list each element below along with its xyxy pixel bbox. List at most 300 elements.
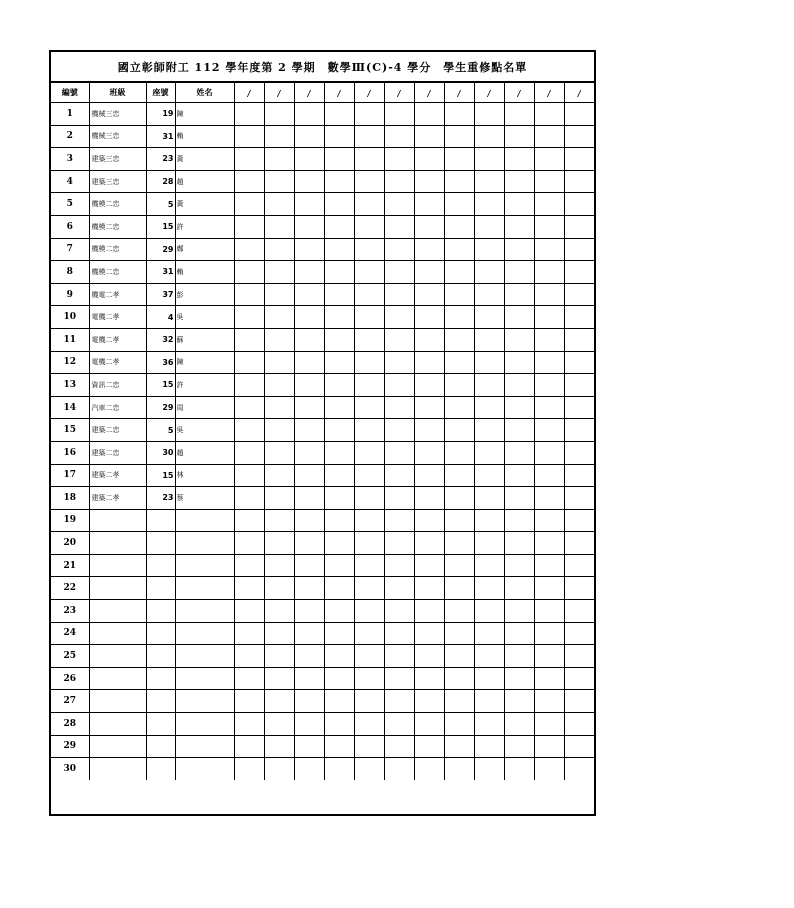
attendance-cell[interactable] (294, 148, 324, 171)
attendance-cell[interactable] (384, 170, 414, 193)
attendance-cell[interactable] (354, 464, 384, 487)
attendance-cell[interactable] (324, 532, 354, 555)
attendance-cell[interactable] (534, 148, 564, 171)
attendance-cell[interactable] (234, 487, 264, 510)
attendance-cell[interactable] (234, 193, 264, 216)
attendance-cell[interactable] (294, 306, 324, 329)
attendance-cell[interactable] (234, 713, 264, 736)
attendance-cell[interactable] (324, 487, 354, 510)
attendance-cell[interactable] (534, 600, 564, 623)
attendance-cell[interactable] (234, 419, 264, 442)
attendance-cell[interactable] (234, 374, 264, 397)
attendance-cell[interactable] (354, 690, 384, 713)
attendance-cell[interactable] (234, 396, 264, 419)
attendance-cell[interactable] (504, 193, 534, 216)
attendance-cell[interactable] (354, 532, 384, 555)
attendance-cell[interactable] (294, 667, 324, 690)
attendance-cell[interactable] (354, 374, 384, 397)
attendance-cell[interactable] (474, 554, 504, 577)
attendance-cell[interactable] (444, 735, 474, 758)
attendance-cell[interactable] (354, 600, 384, 623)
attendance-cell[interactable] (564, 667, 594, 690)
attendance-cell[interactable] (234, 170, 264, 193)
attendance-cell[interactable] (384, 487, 414, 510)
attendance-cell[interactable] (444, 577, 474, 600)
attendance-cell[interactable] (324, 577, 354, 600)
attendance-cell[interactable] (504, 645, 534, 668)
attendance-cell[interactable] (474, 713, 504, 736)
attendance-cell[interactable] (264, 238, 294, 261)
attendance-cell[interactable] (504, 283, 534, 306)
attendance-cell[interactable] (504, 328, 534, 351)
attendance-cell[interactable] (384, 600, 414, 623)
attendance-cell[interactable] (264, 667, 294, 690)
attendance-cell[interactable] (534, 193, 564, 216)
attendance-cell[interactable] (294, 487, 324, 510)
attendance-cell[interactable] (294, 283, 324, 306)
attendance-cell[interactable] (294, 170, 324, 193)
attendance-cell[interactable] (264, 328, 294, 351)
attendance-cell[interactable] (384, 532, 414, 555)
attendance-cell[interactable] (354, 441, 384, 464)
attendance-cell[interactable] (444, 509, 474, 532)
attendance-cell[interactable] (354, 351, 384, 374)
attendance-cell[interactable] (564, 283, 594, 306)
attendance-cell[interactable] (264, 103, 294, 126)
attendance-cell[interactable] (324, 396, 354, 419)
attendance-cell[interactable] (384, 554, 414, 577)
attendance-cell[interactable] (324, 667, 354, 690)
attendance-cell[interactable] (264, 170, 294, 193)
attendance-cell[interactable] (234, 464, 264, 487)
attendance-cell[interactable] (414, 735, 444, 758)
attendance-cell[interactable] (264, 622, 294, 645)
attendance-cell[interactable] (294, 554, 324, 577)
attendance-cell[interactable] (534, 103, 564, 126)
attendance-cell[interactable] (474, 283, 504, 306)
attendance-cell[interactable] (414, 125, 444, 148)
attendance-cell[interactable] (354, 645, 384, 668)
attendance-cell[interactable] (384, 215, 414, 238)
attendance-cell[interactable] (384, 125, 414, 148)
attendance-cell[interactable] (414, 487, 444, 510)
attendance-cell[interactable] (294, 758, 324, 781)
attendance-cell[interactable] (324, 441, 354, 464)
attendance-cell[interactable] (264, 441, 294, 464)
attendance-cell[interactable] (384, 667, 414, 690)
attendance-cell[interactable] (324, 283, 354, 306)
attendance-cell[interactable] (444, 170, 474, 193)
attendance-cell[interactable] (414, 328, 444, 351)
attendance-cell[interactable] (324, 261, 354, 284)
attendance-cell[interactable] (264, 419, 294, 442)
attendance-cell[interactable] (564, 532, 594, 555)
attendance-cell[interactable] (324, 125, 354, 148)
attendance-cell[interactable] (564, 645, 594, 668)
attendance-cell[interactable] (474, 148, 504, 171)
attendance-cell[interactable] (444, 238, 474, 261)
attendance-cell[interactable] (504, 758, 534, 781)
attendance-cell[interactable] (414, 532, 444, 555)
attendance-cell[interactable] (354, 283, 384, 306)
attendance-cell[interactable] (294, 690, 324, 713)
attendance-cell[interactable] (444, 713, 474, 736)
attendance-cell[interactable] (534, 532, 564, 555)
attendance-cell[interactable] (354, 328, 384, 351)
attendance-cell[interactable] (444, 622, 474, 645)
attendance-cell[interactable] (354, 509, 384, 532)
attendance-cell[interactable] (564, 419, 594, 442)
attendance-cell[interactable] (504, 554, 534, 577)
attendance-cell[interactable] (474, 645, 504, 668)
attendance-cell[interactable] (234, 758, 264, 781)
attendance-cell[interactable] (444, 554, 474, 577)
attendance-cell[interactable] (414, 464, 444, 487)
attendance-cell[interactable] (534, 441, 564, 464)
attendance-cell[interactable] (264, 532, 294, 555)
attendance-cell[interactable] (384, 103, 414, 126)
attendance-cell[interactable] (354, 306, 384, 329)
attendance-cell[interactable] (234, 328, 264, 351)
attendance-cell[interactable] (384, 419, 414, 442)
attendance-cell[interactable] (264, 351, 294, 374)
attendance-cell[interactable] (294, 193, 324, 216)
attendance-cell[interactable] (444, 125, 474, 148)
attendance-cell[interactable] (264, 690, 294, 713)
attendance-cell[interactable] (564, 690, 594, 713)
attendance-cell[interactable] (414, 667, 444, 690)
attendance-cell[interactable] (414, 758, 444, 781)
attendance-cell[interactable] (354, 125, 384, 148)
attendance-cell[interactable] (414, 622, 444, 645)
attendance-cell[interactable] (414, 645, 444, 668)
attendance-cell[interactable] (324, 328, 354, 351)
attendance-cell[interactable] (504, 125, 534, 148)
attendance-cell[interactable] (564, 464, 594, 487)
attendance-cell[interactable] (444, 283, 474, 306)
attendance-cell[interactable] (414, 351, 444, 374)
attendance-cell[interactable] (324, 193, 354, 216)
attendance-cell[interactable] (474, 215, 504, 238)
attendance-cell[interactable] (534, 351, 564, 374)
attendance-cell[interactable] (564, 261, 594, 284)
attendance-cell[interactable] (444, 215, 474, 238)
attendance-cell[interactable] (564, 215, 594, 238)
attendance-cell[interactable] (324, 238, 354, 261)
attendance-cell[interactable] (414, 577, 444, 600)
attendance-cell[interactable] (414, 148, 444, 171)
attendance-cell[interactable] (414, 283, 444, 306)
attendance-cell[interactable] (444, 261, 474, 284)
attendance-cell[interactable] (474, 667, 504, 690)
attendance-cell[interactable] (264, 758, 294, 781)
attendance-cell[interactable] (414, 261, 444, 284)
attendance-cell[interactable] (384, 690, 414, 713)
attendance-cell[interactable] (354, 193, 384, 216)
attendance-cell[interactable] (264, 396, 294, 419)
attendance-cell[interactable] (264, 600, 294, 623)
attendance-cell[interactable] (384, 306, 414, 329)
attendance-cell[interactable] (234, 645, 264, 668)
attendance-cell[interactable] (324, 374, 354, 397)
attendance-cell[interactable] (444, 532, 474, 555)
attendance-cell[interactable] (564, 193, 594, 216)
attendance-cell[interactable] (294, 735, 324, 758)
attendance-cell[interactable] (294, 622, 324, 645)
attendance-cell[interactable] (504, 487, 534, 510)
attendance-cell[interactable] (324, 215, 354, 238)
attendance-cell[interactable] (384, 148, 414, 171)
attendance-cell[interactable] (384, 441, 414, 464)
attendance-cell[interactable] (534, 487, 564, 510)
attendance-cell[interactable] (414, 441, 444, 464)
attendance-cell[interactable] (504, 396, 534, 419)
attendance-cell[interactable] (564, 306, 594, 329)
attendance-cell[interactable] (564, 554, 594, 577)
attendance-cell[interactable] (384, 758, 414, 781)
attendance-cell[interactable] (264, 713, 294, 736)
attendance-cell[interactable] (564, 622, 594, 645)
attendance-cell[interactable] (324, 103, 354, 126)
attendance-cell[interactable] (534, 713, 564, 736)
attendance-cell[interactable] (294, 351, 324, 374)
attendance-cell[interactable] (414, 509, 444, 532)
attendance-cell[interactable] (354, 554, 384, 577)
attendance-cell[interactable] (444, 374, 474, 397)
attendance-cell[interactable] (264, 464, 294, 487)
attendance-cell[interactable] (504, 351, 534, 374)
attendance-cell[interactable] (294, 125, 324, 148)
attendance-cell[interactable] (444, 103, 474, 126)
attendance-cell[interactable] (384, 577, 414, 600)
attendance-cell[interactable] (234, 103, 264, 126)
attendance-cell[interactable] (354, 713, 384, 736)
attendance-cell[interactable] (564, 125, 594, 148)
attendance-cell[interactable] (564, 351, 594, 374)
attendance-cell[interactable] (354, 148, 384, 171)
attendance-cell[interactable] (534, 667, 564, 690)
attendance-cell[interactable] (504, 713, 534, 736)
attendance-cell[interactable] (324, 419, 354, 442)
attendance-cell[interactable] (474, 487, 504, 510)
attendance-cell[interactable] (324, 509, 354, 532)
attendance-cell[interactable] (534, 758, 564, 781)
attendance-cell[interactable] (414, 600, 444, 623)
attendance-cell[interactable] (564, 396, 594, 419)
attendance-cell[interactable] (234, 735, 264, 758)
attendance-cell[interactable] (474, 261, 504, 284)
attendance-cell[interactable] (294, 464, 324, 487)
attendance-cell[interactable] (384, 645, 414, 668)
attendance-cell[interactable] (414, 215, 444, 238)
attendance-cell[interactable] (264, 261, 294, 284)
attendance-cell[interactable] (474, 351, 504, 374)
attendance-cell[interactable] (564, 509, 594, 532)
attendance-cell[interactable] (504, 441, 534, 464)
attendance-cell[interactable] (564, 735, 594, 758)
attendance-cell[interactable] (444, 690, 474, 713)
attendance-cell[interactable] (414, 103, 444, 126)
attendance-cell[interactable] (444, 441, 474, 464)
attendance-cell[interactable] (354, 735, 384, 758)
attendance-cell[interactable] (444, 193, 474, 216)
attendance-cell[interactable] (384, 283, 414, 306)
attendance-cell[interactable] (384, 261, 414, 284)
attendance-cell[interactable] (504, 170, 534, 193)
attendance-cell[interactable] (474, 306, 504, 329)
attendance-cell[interactable] (504, 577, 534, 600)
attendance-cell[interactable] (534, 554, 564, 577)
attendance-cell[interactable] (354, 419, 384, 442)
attendance-cell[interactable] (234, 554, 264, 577)
attendance-cell[interactable] (564, 374, 594, 397)
attendance-cell[interactable] (414, 419, 444, 442)
attendance-cell[interactable] (384, 464, 414, 487)
attendance-cell[interactable] (534, 125, 564, 148)
attendance-cell[interactable] (564, 328, 594, 351)
attendance-cell[interactable] (354, 103, 384, 126)
attendance-cell[interactable] (414, 193, 444, 216)
attendance-cell[interactable] (384, 193, 414, 216)
attendance-cell[interactable] (474, 735, 504, 758)
attendance-cell[interactable] (384, 735, 414, 758)
attendance-cell[interactable] (564, 713, 594, 736)
attendance-cell[interactable] (354, 170, 384, 193)
attendance-cell[interactable] (534, 215, 564, 238)
attendance-cell[interactable] (504, 103, 534, 126)
attendance-cell[interactable] (384, 622, 414, 645)
attendance-cell[interactable] (444, 351, 474, 374)
attendance-cell[interactable] (534, 735, 564, 758)
attendance-cell[interactable] (294, 396, 324, 419)
attendance-cell[interactable] (444, 396, 474, 419)
attendance-cell[interactable] (264, 554, 294, 577)
attendance-cell[interactable] (444, 645, 474, 668)
attendance-cell[interactable] (474, 193, 504, 216)
attendance-cell[interactable] (264, 487, 294, 510)
attendance-cell[interactable] (504, 419, 534, 442)
attendance-cell[interactable] (564, 170, 594, 193)
attendance-cell[interactable] (294, 577, 324, 600)
attendance-cell[interactable] (234, 600, 264, 623)
attendance-cell[interactable] (534, 238, 564, 261)
attendance-cell[interactable] (354, 215, 384, 238)
attendance-cell[interactable] (264, 193, 294, 216)
attendance-cell[interactable] (294, 441, 324, 464)
attendance-cell[interactable] (474, 103, 504, 126)
attendance-cell[interactable] (414, 374, 444, 397)
attendance-cell[interactable] (384, 374, 414, 397)
attendance-cell[interactable] (504, 261, 534, 284)
attendance-cell[interactable] (474, 532, 504, 555)
attendance-cell[interactable] (474, 600, 504, 623)
attendance-cell[interactable] (504, 600, 534, 623)
attendance-cell[interactable] (474, 419, 504, 442)
attendance-cell[interactable] (534, 283, 564, 306)
attendance-cell[interactable] (534, 374, 564, 397)
attendance-cell[interactable] (474, 238, 504, 261)
attendance-cell[interactable] (414, 170, 444, 193)
attendance-cell[interactable] (564, 238, 594, 261)
attendance-cell[interactable] (414, 713, 444, 736)
attendance-cell[interactable] (264, 148, 294, 171)
attendance-cell[interactable] (234, 441, 264, 464)
attendance-cell[interactable] (504, 509, 534, 532)
attendance-cell[interactable] (294, 374, 324, 397)
attendance-cell[interactable] (474, 441, 504, 464)
attendance-cell[interactable] (384, 328, 414, 351)
attendance-cell[interactable] (564, 148, 594, 171)
attendance-cell[interactable] (474, 622, 504, 645)
attendance-cell[interactable] (324, 622, 354, 645)
attendance-cell[interactable] (444, 667, 474, 690)
attendance-cell[interactable] (324, 758, 354, 781)
attendance-cell[interactable] (324, 351, 354, 374)
attendance-cell[interactable] (504, 374, 534, 397)
attendance-cell[interactable] (414, 238, 444, 261)
attendance-cell[interactable] (504, 532, 534, 555)
attendance-cell[interactable] (294, 713, 324, 736)
attendance-cell[interactable] (444, 487, 474, 510)
attendance-cell[interactable] (474, 374, 504, 397)
attendance-cell[interactable] (474, 509, 504, 532)
attendance-cell[interactable] (534, 328, 564, 351)
attendance-cell[interactable] (294, 600, 324, 623)
attendance-cell[interactable] (234, 261, 264, 284)
attendance-cell[interactable] (354, 577, 384, 600)
attendance-cell[interactable] (564, 577, 594, 600)
attendance-cell[interactable] (534, 690, 564, 713)
attendance-cell[interactable] (474, 125, 504, 148)
attendance-cell[interactable] (264, 509, 294, 532)
attendance-cell[interactable] (294, 645, 324, 668)
attendance-cell[interactable] (354, 261, 384, 284)
attendance-cell[interactable] (354, 667, 384, 690)
attendance-cell[interactable] (504, 238, 534, 261)
attendance-cell[interactable] (294, 328, 324, 351)
attendance-cell[interactable] (564, 441, 594, 464)
attendance-cell[interactable] (324, 464, 354, 487)
attendance-cell[interactable] (264, 735, 294, 758)
attendance-cell[interactable] (324, 713, 354, 736)
attendance-cell[interactable] (324, 645, 354, 668)
attendance-cell[interactable] (384, 351, 414, 374)
attendance-cell[interactable] (474, 170, 504, 193)
attendance-cell[interactable] (414, 690, 444, 713)
attendance-cell[interactable] (444, 600, 474, 623)
attendance-cell[interactable] (444, 306, 474, 329)
attendance-cell[interactable] (234, 283, 264, 306)
attendance-cell[interactable] (534, 509, 564, 532)
attendance-cell[interactable] (534, 464, 564, 487)
attendance-cell[interactable] (294, 103, 324, 126)
attendance-cell[interactable] (264, 215, 294, 238)
attendance-cell[interactable] (294, 419, 324, 442)
attendance-cell[interactable] (264, 125, 294, 148)
attendance-cell[interactable] (234, 622, 264, 645)
attendance-cell[interactable] (444, 419, 474, 442)
attendance-cell[interactable] (264, 283, 294, 306)
attendance-cell[interactable] (234, 690, 264, 713)
attendance-cell[interactable] (504, 215, 534, 238)
attendance-cell[interactable] (534, 622, 564, 645)
attendance-cell[interactable] (504, 622, 534, 645)
attendance-cell[interactable] (534, 396, 564, 419)
attendance-cell[interactable] (234, 125, 264, 148)
attendance-cell[interactable] (384, 713, 414, 736)
attendance-cell[interactable] (264, 306, 294, 329)
attendance-cell[interactable] (444, 328, 474, 351)
